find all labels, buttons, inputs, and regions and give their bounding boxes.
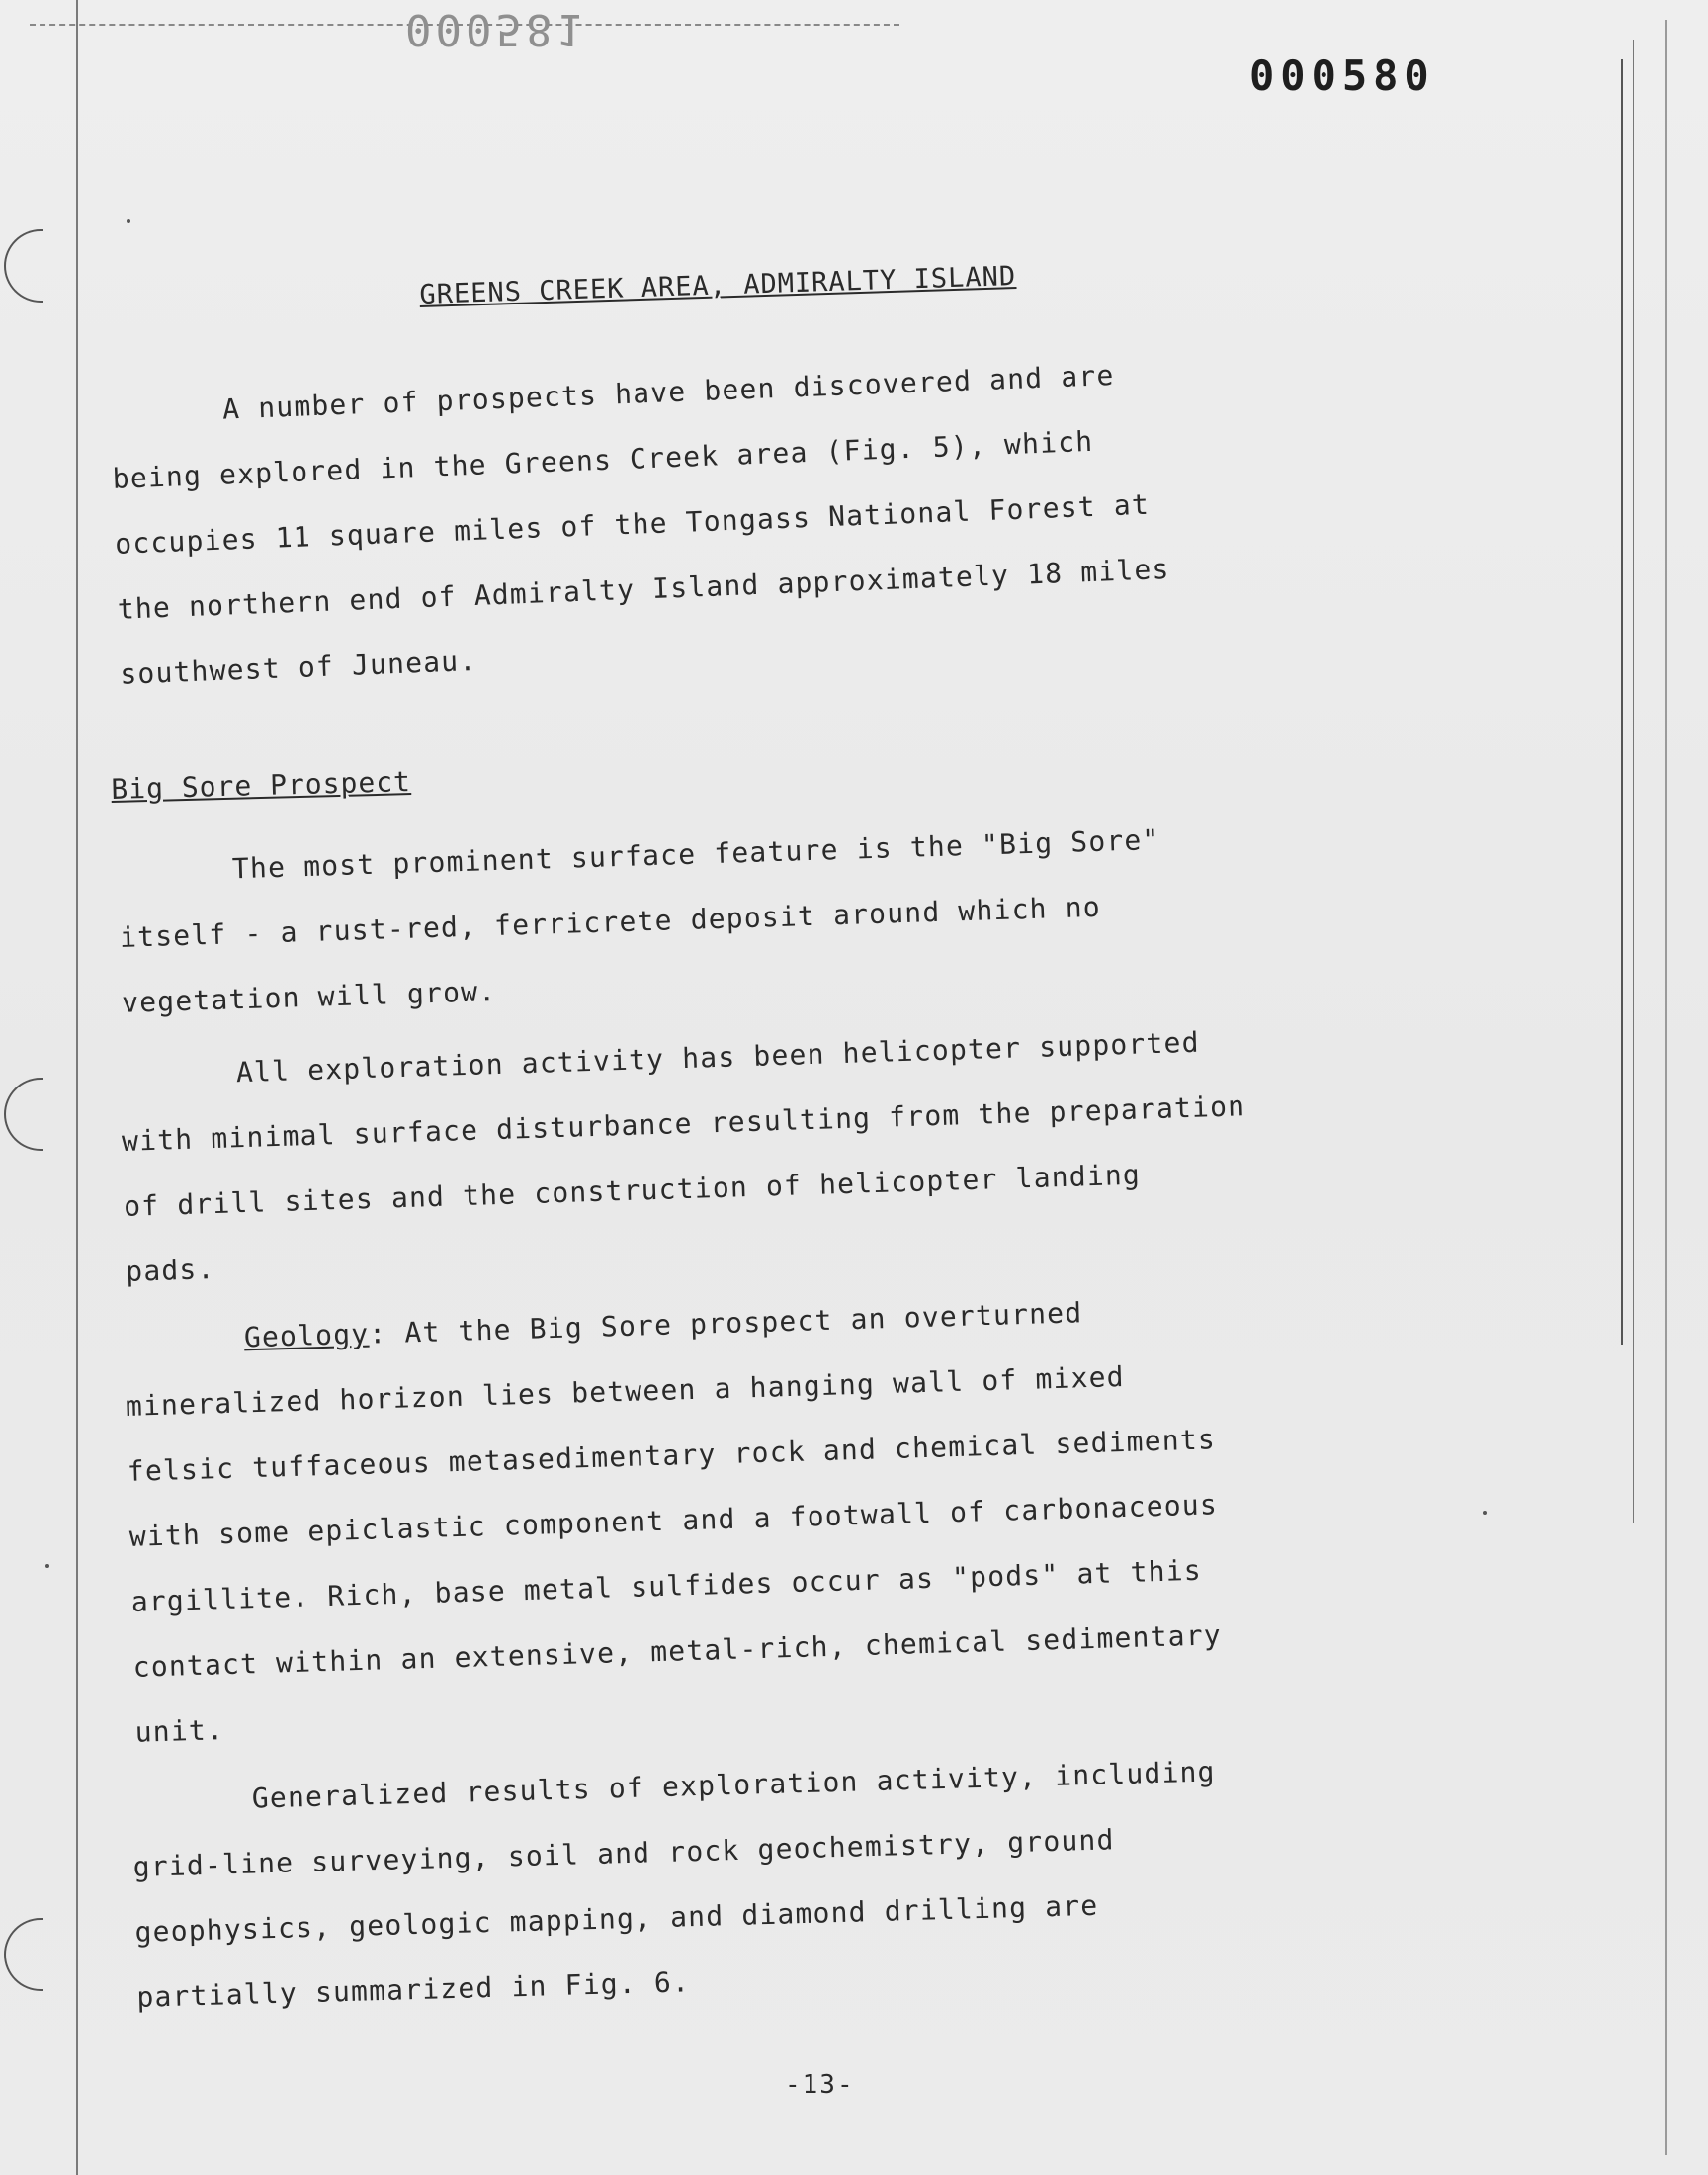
intro-paragraph [109, 341, 1173, 708]
right-margin-line-secondary [1633, 40, 1634, 1522]
text-line: with some epiclastic component and a footwall of carbonaceous [128, 1488, 1219, 1553]
text-line: A number of prospects have been discovered and are [221, 358, 1116, 426]
punch-hole-bottom [4, 1918, 43, 1991]
feature-paragraph [117, 808, 1165, 1036]
speck [45, 1564, 49, 1568]
text-line: southwest of Juneau. [119, 644, 477, 691]
left-margin-line [76, 0, 78, 2175]
text-line: being explored in the Greens Creek area (Fig. 5), which [112, 424, 1094, 495]
results-paragraph [130, 1739, 1222, 2031]
text-line: with minimal surface disturbance resulting from the preparation [121, 1089, 1246, 1158]
text-line: geophysics, geologic mapping, and diamond drilling are [134, 1888, 1099, 1949]
punch-hole-middle [4, 1078, 43, 1151]
page-number: -13- [785, 2070, 855, 2100]
punch-hole-top [4, 229, 43, 303]
text-line: the northern end of Admiralty Island approximately 18 miles [117, 552, 1171, 626]
speck [127, 219, 130, 223]
text-line: argillite. Rich, base metal sulfides occur as "pods" at this [130, 1553, 1203, 1618]
page-title: GREENS CREEK AREA, ADMIRALTY ISLAND [419, 261, 1017, 310]
speck [1483, 1511, 1487, 1515]
document-number: 000580 [1249, 51, 1435, 100]
geology-label: Geology [243, 1317, 370, 1354]
text-line: of drill sites and the construction of helicopter landing [123, 1158, 1142, 1223]
text-line: mineralized horizon lies between a hanging wall of mixed [125, 1359, 1126, 1423]
text-line: pads. [125, 1253, 216, 1288]
geology-first-line-rest: : At the Big Sore prospect an overturned [368, 1296, 1083, 1350]
right-edge-line [1665, 20, 1667, 2155]
exploration-paragraph [119, 1008, 1250, 1305]
text-line: unit. [134, 1713, 225, 1749]
text-line: vegetation will grow. [121, 975, 497, 1019]
text-line: contact within an extensive, metal-rich, chemical sedimentary [132, 1618, 1223, 1684]
text-line: felsic tuffaceous metasedimentary rock and chemical sediments [127, 1423, 1217, 1488]
right-margin-line [1621, 59, 1623, 1345]
text-line: itself - a rust-red, ferricrete deposit around which no [119, 890, 1102, 954]
section-heading: Big Sore Prospect [111, 765, 412, 806]
faint-stamp: 000581 [405, 4, 586, 54]
text-line: The most prominent surface feature is the "Big Sore" [231, 823, 1161, 886]
text-line: grid-line surveying, soil and rock geochemistry, ground [132, 1823, 1115, 1883]
text-line: occupies 11 square miles of the Tongass National Forest at [114, 487, 1151, 561]
geology-paragraph [123, 1276, 1225, 1765]
text-line: partially summarized in Fig. 6. [135, 1965, 691, 2014]
text-line: All exploration activity has been helicopter supported [235, 1025, 1201, 1089]
text-line: Generalized results of exploration activity, including [251, 1755, 1217, 1815]
